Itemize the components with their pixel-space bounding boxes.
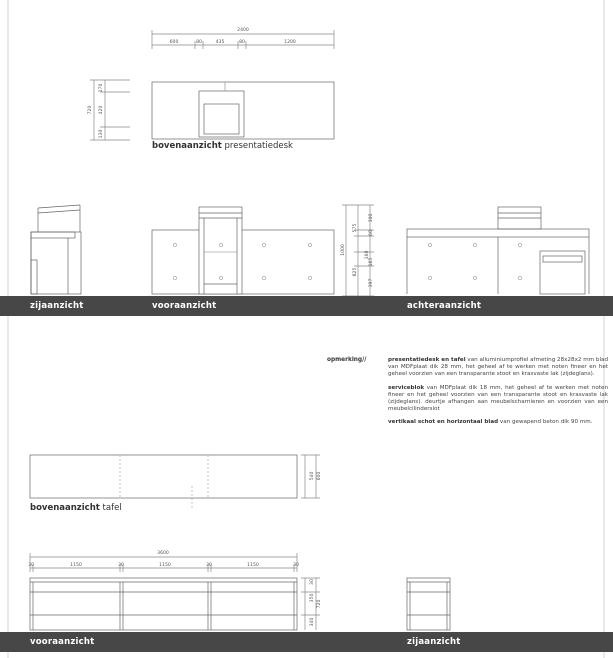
desk-plan-outline: [152, 82, 334, 139]
height-dim-6: 160: [365, 250, 370, 260]
table-seg-6: 1150: [247, 563, 259, 568]
table-plan-side-dim-2: 600: [317, 471, 322, 481]
height-dim-2: 575: [353, 223, 358, 233]
desk-plan-total-dim: 2400: [237, 28, 249, 33]
table-elev-side-dim-1: 30: [310, 579, 315, 585]
desk-front-bolts: [173, 243, 311, 279]
height-dim-3: 60: [369, 230, 374, 236]
note-2-text: van MDFplaat dik 18 mm, het geheel af te werken met noten fineer en het geheel voorzien van een transparante stoot en krasvaste lak (zijdeglans). deurtje afhangen aan meubelscharnieren en voorzien van een meubelcilinderslot: [388, 384, 608, 413]
desk-plan-serviceblock-inner: [204, 104, 239, 134]
table-elev-side-dim-4: 340: [310, 617, 315, 627]
remark-label: opmerking//: [327, 357, 367, 363]
desk-back-elevation: [407, 207, 589, 294]
desk-plan-caption-light: presentatiedesk: [224, 141, 293, 151]
section-band-top: [0, 296, 613, 316]
band2-label-front: vooraanzicht: [30, 637, 95, 647]
desk-plan-seg-1: 600: [169, 40, 179, 45]
desk-back-bolts: [428, 243, 521, 279]
desk-plan-seg-3: 435: [215, 40, 225, 45]
desk-plan-side-dim-1: 170: [99, 83, 104, 93]
table-elev-side-dim-2: 350: [310, 593, 315, 603]
table-plan-caption: [30, 503, 122, 513]
table-plan-dividers: [120, 455, 208, 508]
table-side-elevation: [407, 578, 450, 630]
desk-front-elevation: [152, 207, 334, 294]
table-seg-1: 30: [28, 563, 34, 568]
band2-label-side: zijaanzicht: [407, 637, 461, 647]
note-2: [388, 385, 608, 414]
height-dim-7: 185: [369, 257, 374, 267]
height-dim-5: 825: [353, 267, 358, 277]
desk-plan-side-dim-4: 130: [99, 129, 104, 139]
table-seg-5: 30: [206, 563, 212, 568]
desk-plan-seg-2: 80: [196, 40, 202, 45]
table-elev-side-dim-3: 720: [317, 599, 322, 609]
desk-plan-side-dimension: [90, 80, 130, 140]
table-seg-3: 30: [118, 563, 124, 568]
band-label-back: achteraanzicht: [407, 301, 482, 311]
desk-plan-serviceblock: [199, 91, 244, 137]
desk-plan-seg-4: 80: [239, 40, 245, 45]
notes-block: [388, 357, 608, 433]
desk-plan-seg-5: 1200: [284, 40, 296, 45]
table-front-elevation: [30, 578, 297, 630]
height-dim-8: 397: [369, 278, 374, 288]
table-plan-caption-bold: bovenaanzicht: [30, 503, 100, 513]
table-seg-7: 30: [293, 563, 299, 568]
table-plan-side-dim-1: 540: [310, 471, 315, 481]
note-1: [388, 357, 608, 379]
note-3: [388, 419, 608, 426]
note-3-text: van gewapend beton dik 90 mm.: [498, 419, 593, 426]
desk-plan-caption: [152, 141, 293, 151]
note-1-title: presentatiedesk en tafel: [388, 357, 466, 363]
note-3-title: vertikaal schot en horizontaal blad: [388, 419, 499, 426]
table-total-dim: 3600: [157, 551, 169, 556]
height-dim-4: 1000: [341, 244, 346, 256]
height-dim-1: 300: [369, 213, 374, 223]
table-seg-4: 1150: [159, 563, 171, 568]
table-plan-outline: [30, 455, 297, 498]
table-seg-2: 1150: [70, 563, 82, 568]
desk-plan-side-dim-2: 720: [88, 105, 93, 115]
table-plan-caption-light: tafel: [102, 503, 122, 513]
desk-side-elevation: [31, 205, 81, 294]
band-label-side: zijaanzicht: [30, 301, 84, 311]
desk-plan-side-dim-3: 420: [99, 105, 104, 115]
note-1-text: van alluminiumprofiel afmeting 28x28x2 mm blad van MDFplaat dik 28 mm, het geheel af te werken met noten fineer en het geheel voorzien van een transparante stoot en krasvaste lak (zijdeglans).: [388, 357, 608, 378]
band-label-front: vooraanzicht: [152, 301, 217, 311]
note-2-title: serviceblok: [388, 384, 425, 391]
desk-plan-caption-bold: bovenaanzicht: [152, 141, 222, 151]
